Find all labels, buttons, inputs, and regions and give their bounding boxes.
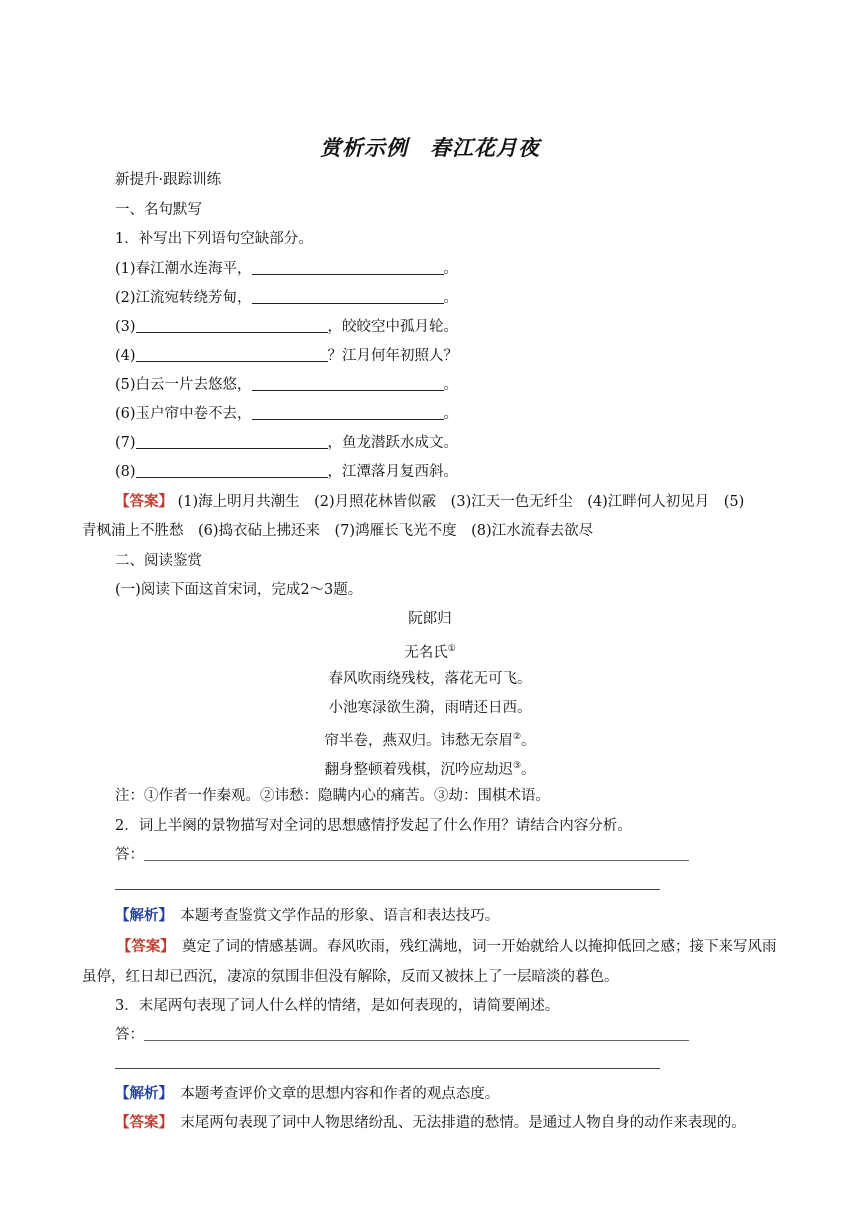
answer-line <box>115 492 744 512</box>
answer-blank[interactable] <box>252 260 444 275</box>
answer-blank[interactable] <box>136 347 328 362</box>
fill-item: (8) ，江潭落月复西斜。 <box>115 464 459 480</box>
answer-blank[interactable] <box>252 289 444 304</box>
section1-heading: 一、名句默写 <box>115 202 202 218</box>
answer-field-q3[interactable]: 答： <box>115 1025 689 1045</box>
poem-notes: 注：①作者一作秦观。②讳愁：隐瞒内心的痛苦。③劫：围棋术语。 <box>115 788 550 804</box>
analysis-q2: 【解析】 本题考查鉴赏文学作品的形象、语言和表达技巧。 <box>115 907 500 924</box>
reading-intro: (一)阅读下面这首宋词，完成2～3题。 <box>115 582 363 598</box>
fill-item: (4) ？江月何年初照人？ <box>115 348 459 364</box>
footnote-marker: ③ <box>512 761 522 771</box>
answer-tag: 【答案】 <box>116 938 168 955</box>
fill-item: (6)玉户帘中卷不去， 。 <box>115 406 459 422</box>
footnote-marker: ② <box>512 732 522 742</box>
answer-line-q2[interactable] <box>115 889 660 890</box>
answer-blank[interactable] <box>136 463 328 478</box>
poem-line: 小池寒渌欲生漪，雨晴还日西。 <box>328 700 532 716</box>
analysis-q3: 【解析】 本题考查评价文章的思想内容和作者的观点态度。 <box>115 1085 500 1102</box>
fill-item: (7) ，鱼龙潜跃水成文。 <box>115 435 459 451</box>
fill-item: (3) ，皎皎空中孤月轮。 <box>115 319 459 335</box>
fill-item: (2)江流宛转绕芳甸， 。 <box>115 290 459 306</box>
answer-tag: 【答案】 <box>115 493 173 510</box>
fill-item: (5)白云一片去悠悠， 。 <box>115 377 459 393</box>
poem-line: 翻身整顿着残棋，沉吟应劫迟③。 <box>324 761 536 778</box>
answer-line-q3[interactable] <box>115 1068 660 1069</box>
page-title: 赏析示例 春江花月夜 <box>320 136 540 160</box>
question-2: 2．词上半阕的景物描写对全词的思想感情抒发起了什么作用？请结合内容分析。 <box>115 818 632 834</box>
analysis-tag: 【解析】 <box>115 1085 166 1102</box>
section2-heading: 二、阅读鉴赏 <box>115 553 202 569</box>
fill-item: (1)春江潮水连海平， 。 <box>115 261 459 277</box>
answer-tag: 【答案】 <box>115 1114 166 1131</box>
answer-q2: 【答案】 奠定了词的情感基调。春风吹雨，残红满地，词一开始就给人以掩抑低回之感；接下来写风雨虽停，红日却已西沉，凄凉的氛围非但没有解除，反而又被抹上了一层暗淡的暮色。 <box>82 938 777 985</box>
answer-text: (1)海上明月共潮生 (2)月照花林皆似霰 (3)江天一色无纤尘 (4)江畔何人初见月 (5) <box>177 494 745 510</box>
question-3: 3．末尾两句表现了词人什么样的情绪，是如何表现的，请简要阐述。 <box>115 998 560 1014</box>
answer-field-q2[interactable]: 答： <box>115 845 689 865</box>
answer-blank[interactable] <box>252 405 444 420</box>
poem-title: 阮郎归 <box>408 611 452 627</box>
answer-blank[interactable] <box>136 318 328 333</box>
analysis-tag: 【解析】 <box>115 907 166 924</box>
poem-author: 无名氏① <box>404 644 456 661</box>
footnote-marker: ① <box>447 644 456 654</box>
answer-blank[interactable] <box>252 376 444 391</box>
question-1: 1．补写出下列语句空缺部分。 <box>115 231 313 247</box>
poem-line: 帘半卷，燕双归。讳愁无奈眉②。 <box>324 732 536 749</box>
answer-text-continued: 青枫浦上不胜愁 (6)捣衣砧上拂还来 (7)鸿雁长飞光不度 (8)江水流春去欲尽 <box>82 523 594 539</box>
subtitle: 新提升·跟踪训练 <box>115 172 222 188</box>
poem-line: 春风吹雨绕残枝，落花无可飞。 <box>328 671 532 687</box>
answer-blank[interactable] <box>136 434 328 449</box>
answer-q3: 【答案】 末尾两句表现了词中人物思绪纷乱、无法排遣的愁情。是通过人物自身的动作来表现的。 <box>115 1114 746 1131</box>
